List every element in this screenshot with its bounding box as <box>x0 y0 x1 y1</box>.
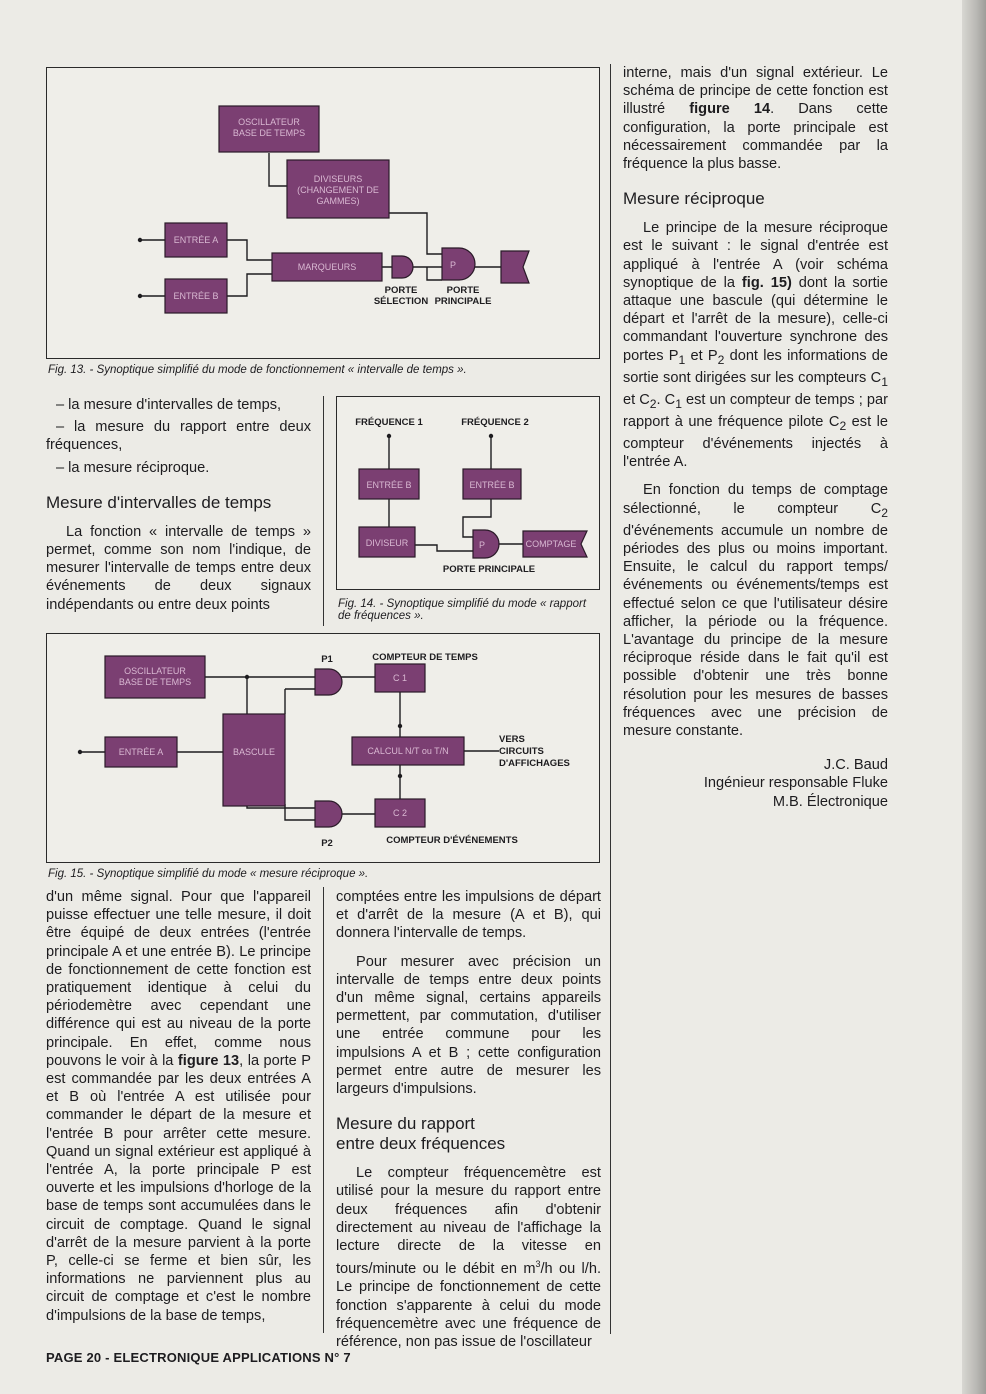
figure-15-caption: Fig. 15. - Synoptique simplifié du mode « mesure réciproque ». <box>48 868 369 880</box>
affichages-label: D'AFFICHAGES <box>499 758 570 769</box>
paragraph: Pour mesurer avec précision un intervalle de temps entre deux points d'un même signal, certains appareils permettent, par commutation, d'utiliser une entrée commune pour les impulsions A et B ; cette configuration permet entre autre de mesurer les largeurs d'impulsions. <box>336 953 601 1098</box>
col-mid-bottom <box>336 888 601 1351</box>
entree-b1-label: ENTRÉE B <box>366 480 412 490</box>
porte-p1-gate <box>315 669 342 695</box>
porte-p-label: P <box>478 540 486 550</box>
figure-14-caption-line: de fréquences ». <box>338 610 424 622</box>
oscillateur-label: OSCILLATEUR <box>124 666 186 676</box>
porte-principale-gate <box>473 530 499 558</box>
heading-line: Mesure du rapport <box>336 1114 475 1134</box>
bascule-label: BASCULE <box>232 747 276 757</box>
oscillateur-label: OSCILLATEUR <box>238 117 300 127</box>
figure-14-diagram <box>337 397 599 589</box>
marqueurs-label: MARQUEURS <box>297 262 357 272</box>
comptage-label: COMPTAGE <box>525 539 577 549</box>
gammes-label: GAMMES) <box>316 196 360 206</box>
paragraph: interne, mais d'un signal extérieur. Le schéma de principe de cette fonction est illustré figure 14. Dans cette configuration, la porte principale est nécessairement commandée par la fréquence la plus basse. <box>623 65 888 173</box>
changement-label: (CHANGEMENT DE <box>297 185 379 195</box>
column-divider <box>323 396 324 626</box>
base-de-temps-label: BASE DE TEMPS <box>118 677 192 687</box>
figure-14 <box>336 396 600 590</box>
frequence-1-label: FRÉQUENCE 1 <box>355 417 423 428</box>
porte-principale-gate <box>442 248 475 280</box>
paragraph: comptées entre les impulsions de départ et d'arrêt de la mesure (A et B), qui donnera l'intervalle de temps. <box>336 889 601 942</box>
frequence-2-label: FRÉQUENCE 2 <box>461 417 529 428</box>
c2-label: C 2 <box>392 808 408 818</box>
figure-ref: figure 14 <box>689 101 771 118</box>
paragraph: En fonction du temps de comptage sélectionné, le compteur $C_2$ d'événements accumule un nombre de périodes des plus ou moins important. Ensuite, le calcul du rapport temps/événements ou événements/temps est effectué selon ce que l'utilisateur désire afficher, la période ou la fréquence. L'avantage du principe de la mesure réciproque réside dans le fait qu'il est possible d'obtenir une très bonne résolution pour les mesures de basses fréquences avec une précision de mesure constante. <box>623 482 888 740</box>
list-item: – la mesure du rapport entre deux fréquences, <box>46 419 311 454</box>
heading-rapport <box>336 1114 601 1154</box>
vers-label: VERS <box>499 734 525 745</box>
figure-15-diagram <box>47 634 599 862</box>
signature-company: M.B. Électronique <box>772 793 888 810</box>
list-item: – la mesure réciproque. <box>56 459 210 476</box>
selection-label: SÉLECTION <box>373 296 429 307</box>
c1-label: C 1 <box>392 673 408 683</box>
figure-14-caption-line: Fig. 14. - Synoptique simplifié du mode « rapport <box>338 598 587 610</box>
heading-line: entre deux fréquences <box>336 1134 506 1154</box>
column-divider <box>323 887 324 1333</box>
bascule-block <box>223 714 285 806</box>
paragraph: La fonction « intervalle de temps » permet, comme son nom l'indique, de mesurer l'intervalle de temps entre deux événements de deux signaux indépendants ou entre deux points <box>46 523 311 613</box>
col-mid-top <box>46 396 311 614</box>
p1-label: P1 <box>321 654 333 665</box>
paragraph: Le principe de la mesure réciproque est le suivant : le signal d'entrée est appliqué à l'entrée A (voir schéma synoptique de la fig. 15) dont la sortie attaque une bascule (qui détermine le départ et l'arrêt de la mesure), celle-ci commandant l'ouverture synchrone des portes $P_1$ et $P_2$ dont les informations de sortie sont dirigées sur les compteurs $C_1$ et $C_2$. $C_1$ est un compteur de temps ; par rapport à une fréquence pilote $C_2$ est le compteur d'événements injectés à l'entrée A. <box>623 220 889 471</box>
figure-13-diagram <box>47 68 599 358</box>
porte-selection-gate <box>392 256 413 278</box>
signature-name: J.C. Baud <box>823 757 888 774</box>
figure-15 <box>46 633 600 863</box>
figure-14-caption <box>338 598 600 622</box>
entree-b2-label: ENTRÉE B <box>469 480 515 490</box>
porte-principale-label: PORTE PRINCIPALE <box>442 564 536 575</box>
col-right <box>623 64 888 811</box>
page-footer: PAGE 20 - ELECTRONIQUE APPLICATIONS N° 7 <box>46 1350 351 1365</box>
paragraph: Le compteur fréquencemètre est utilisé pour la mesure du rapport entre deux fréquences afin d'obtenir directement au niveau de l'affichage la lecture directe de la vitesse en tours/minute ou le débit en $m^3/h$ ou l/h. Le principe de fonctionnement de cette fonction s'apparente à celui du mode fréquencemètre avec une fréquence de référence, non pas issue de l'oscillateur <box>336 1165 601 1350</box>
compteur-evenements-label: COMPTEUR D'ÉVÉNEMENTS <box>386 835 518 846</box>
porte-p-label: P <box>449 260 457 270</box>
calcul-label: CALCUL N/T ou T/N <box>367 746 449 756</box>
diviseur-label: DIVISEUR <box>365 538 409 548</box>
base-de-temps-label: BASE DE TEMPS <box>232 128 306 138</box>
signature-title: Ingénieur responsable Fluke <box>703 775 888 792</box>
compteur-temps-label: COMPTEUR DE TEMPS <box>372 652 478 663</box>
p2-label: P2 <box>321 838 333 849</box>
figure-ref: figure 13 <box>177 1052 240 1069</box>
figure-13-caption: Fig. 13. - Synoptique simplifié du mode de fonctionnement « intervalle de temps ». <box>48 364 467 376</box>
page-edge <box>962 0 986 1394</box>
list-item: – la mesure d'intervalles de temps, <box>56 397 282 413</box>
col-left-bottom <box>46 888 311 1325</box>
principale-label: PRINCIPALE <box>434 296 492 307</box>
heading-reciproque: Mesure réciproque <box>623 189 765 209</box>
porte-label-2: PORTE <box>446 285 480 296</box>
paragraph: d'un même signal. Pour que l'appareil puisse effectuer une telle mesure, il doit être équipé de deux entrées (l'entrée principale A et une entrée B). Le principe de fonctionnement de cette fonction est pratiquement identique à celui du périodemètre avec cependant une différence qui est au niveau de la porte principale. En effet, comme nous pouvons le voir à la figure 13, la porte P est commandée par les deux entrées A et B où l'entrée A est utilisée pour commander le départ de la mesure et l'entrée B pour arrêter cette mesure. Quand un signal extérieur est appliqué à l'entrée A, la porte principale P est ouverte et les impulsions d'horloge de la base de temps sont accumulées dans le circuit de comptage. Quand le signal d'arrêt de la mesure parvient à la porte P, celle-ci se ferme et bien sûr, les informations ne parviennent plus au circuit de comptage et c'est le nombre d'impulsions de la base de temps, <box>46 889 312 1324</box>
entree-a-label: ENTRÉE A <box>118 747 164 757</box>
column-divider <box>610 64 611 1334</box>
heading-intervalles: Mesure d'intervalles de temps <box>46 492 272 512</box>
entree-a-label: ENTRÉE A <box>173 235 219 245</box>
porte-label-1: PORTE <box>384 285 418 296</box>
porte-p2-gate <box>315 801 342 827</box>
entree-b-label: ENTRÉE B <box>173 291 219 301</box>
figure-ref: fig. 15) <box>741 274 792 291</box>
circuits-label: CIRCUITS <box>499 746 544 757</box>
display-flag <box>501 251 529 283</box>
figure-13 <box>46 67 600 359</box>
diviseurs-label: DIVISEURS <box>313 174 363 184</box>
